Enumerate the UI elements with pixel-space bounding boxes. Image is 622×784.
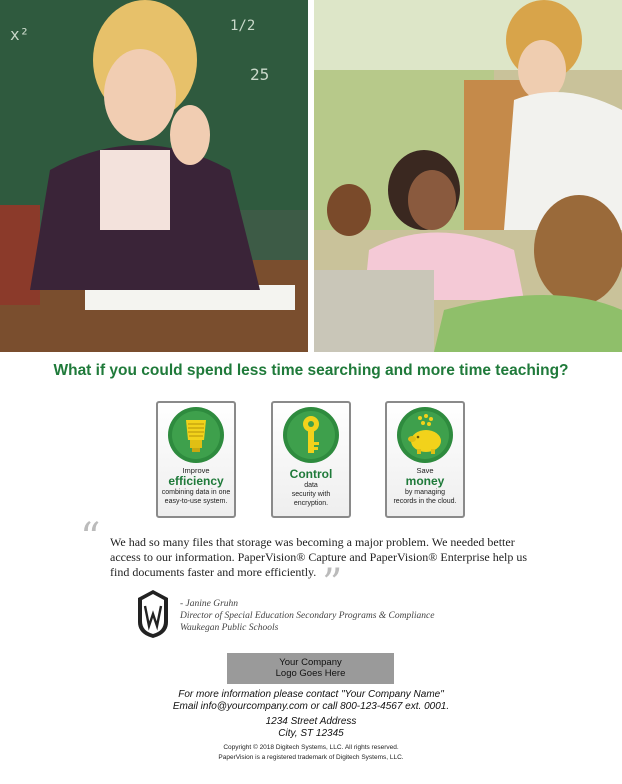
testimonial-attribution xyxy=(180,598,434,634)
card-highlight: efficiency xyxy=(168,474,224,488)
svg-text:1/2: 1/2 xyxy=(230,18,256,34)
money-card xyxy=(385,401,465,518)
efficiency-card xyxy=(156,401,236,518)
testimonial-title: Director of Special Education Secondary Programs & Compliance xyxy=(180,611,435,621)
card-line2: by managing xyxy=(404,489,446,496)
card-highlight: Control xyxy=(289,467,333,481)
copyright: Copyright © 2018 Digitech Systems, LLC. All rights reserved. xyxy=(223,744,399,751)
control-card xyxy=(271,401,351,518)
address-line2: City, ST 12345 xyxy=(278,728,344,739)
card-highlight: money xyxy=(405,474,445,488)
key-icon xyxy=(282,406,340,464)
contact-line1: For more information please contact "Your Company Name" xyxy=(178,689,444,700)
lightbulb-icon xyxy=(167,406,225,464)
trademark-notice: PaperVision is a registered trademark of Digitech Systems, LLC. xyxy=(218,754,404,761)
card-line1: Save xyxy=(416,466,434,475)
card-line2: data xyxy=(304,482,318,489)
address-line1: 1234 Street Address xyxy=(265,716,357,727)
testimonial-quote: We had so many files that storage was becoming a major problem. We needed better access to our information. PaperVision® Capture and PaperVision® Enterprise help us find documents faster and more efficiently. xyxy=(110,535,528,579)
headline: What if you could spend less time searching and more time teaching? xyxy=(53,362,569,379)
company-logo-placeholder xyxy=(227,653,394,684)
logo-line2: Logo Goes Here xyxy=(275,668,346,679)
svg-text:25: 25 xyxy=(250,65,270,84)
testimonial-author: - Janine Gruhn xyxy=(180,599,239,609)
testimonial-organization: Waukegan Public Schools xyxy=(180,623,279,633)
card-line1: Improve xyxy=(182,466,210,475)
contact-line2: Email info@yourcompany.com or call 800-123-4567 ext. 0001. xyxy=(172,701,450,712)
school-seal-logo xyxy=(136,588,170,640)
teacher-chalkboard-photo xyxy=(0,0,308,352)
logo-line1: Your Company xyxy=(279,657,342,668)
card-line3: records in the cloud. xyxy=(393,498,457,505)
card-line3: security with encryption. xyxy=(291,491,331,507)
open-quote-icon: “ xyxy=(80,515,101,561)
classroom-photo xyxy=(314,0,622,352)
svg-text:x²: x² xyxy=(10,25,30,44)
close-quote-icon: ” xyxy=(322,561,343,607)
card-line3: easy-to-use system. xyxy=(164,498,228,505)
piggy-bank-icon xyxy=(396,406,454,464)
card-line2: combining data in one xyxy=(161,489,231,496)
